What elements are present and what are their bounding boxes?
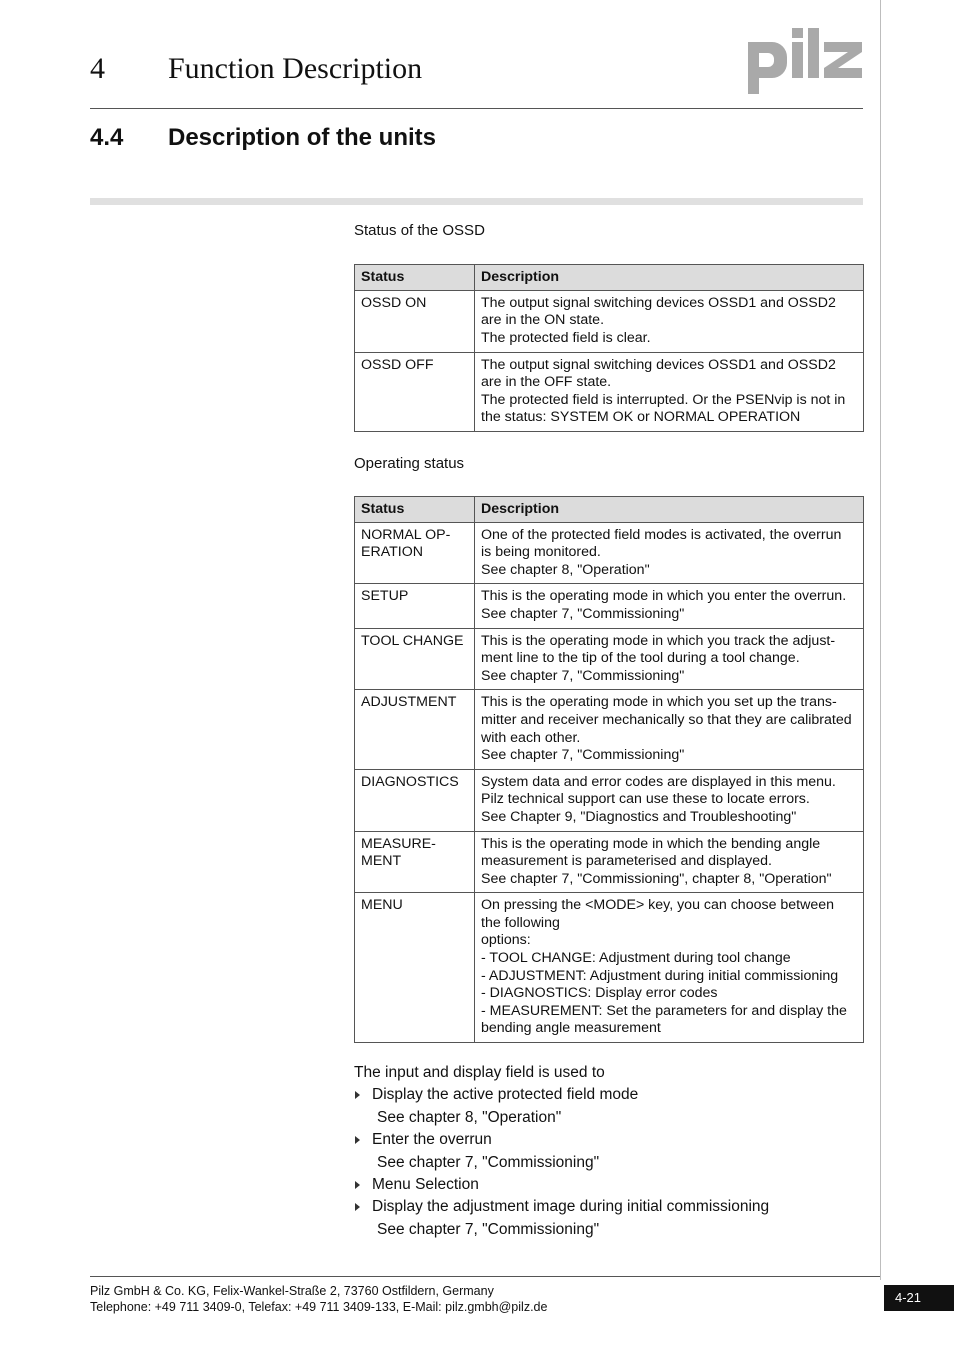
list-intro: The input and display field is used to: [354, 1064, 605, 1081]
desc-line: See chapter 7, "Commissioning": [481, 747, 685, 764]
ossd-status-cell: [355, 290, 475, 352]
operating-col-description: Description: [475, 497, 864, 523]
status-text: DIAGNOSTICS: [361, 773, 459, 790]
status-cell: [355, 628, 475, 690]
desc-line: The output signal switching devices OSSD1 and OSSD2: [481, 356, 836, 373]
status-text: NORMAL OP-: [361, 526, 451, 543]
desc-line: ment line to the tip of the tool during a tool change.: [481, 650, 800, 667]
desc-line: - ADJUSTMENT: Adjustment during initial commissioning: [481, 967, 839, 984]
pilz-logo: [746, 28, 864, 96]
section-bar: [90, 198, 863, 205]
desc-line: See chapter 7, "Commissioning", chapter 8, "Operation": [481, 870, 832, 887]
desc-line: This is the operating mode in which you set up the trans-: [481, 694, 837, 711]
page-number: 4-21: [884, 1285, 954, 1311]
footer-address: Pilz GmbH & Co. KG, Felix-Wankel-Straße 2, 73760 Ostfildern, Germany: [90, 1284, 494, 1298]
list-item-text: Enter the overrun: [372, 1131, 492, 1149]
chapter-number: 4: [90, 52, 105, 85]
ossd-status-cell: [355, 352, 475, 431]
operating-col-status: Status: [355, 497, 475, 523]
status-text: OSSD ON: [361, 294, 427, 311]
table-row: [355, 628, 864, 690]
status-cell: [355, 893, 475, 1043]
desc-line: the following: [481, 914, 560, 931]
list-item-sub: See chapter 7, "Commissioning": [377, 1220, 600, 1238]
desc-line: - TOOL CHANGE: Adjustment during tool change: [481, 950, 791, 967]
ossd-col-description: Description: [475, 265, 864, 291]
desc-line: On pressing the <MODE> key, you can choose between: [481, 897, 835, 914]
desc-line: measurement is parameterised and displayed.: [481, 853, 772, 870]
desc-line: See chapter 8, "Operation": [481, 561, 650, 578]
list-item-sub: See chapter 8, "Operation": [377, 1108, 562, 1126]
bullet-triangle-icon: [355, 1136, 360, 1144]
status-text: TOOL CHANGE: [361, 632, 464, 649]
logo-text: pilz: [746, 28, 748, 29]
status-cell: [355, 584, 475, 628]
header-rule: [90, 108, 863, 109]
bullet-triangle-icon: [355, 1181, 360, 1189]
status-text: MENT: [361, 853, 402, 870]
desc-line: is being monitored.: [481, 544, 601, 561]
input-field-list: [354, 1062, 874, 1241]
table-row: [355, 831, 864, 893]
table-row: [355, 769, 864, 831]
desc-line: One of the protected field modes is activated, the overrun: [481, 526, 842, 543]
status-text: ERATION: [361, 544, 424, 561]
status-text: ADJUSTMENT: [361, 694, 457, 711]
ossd-header-row: [355, 265, 864, 291]
desc-line: mitter and receiver mechanically so that they are calibrated: [481, 711, 852, 728]
section-title: Description of the units: [168, 124, 437, 151]
desc-line: This is the operating mode in which the bending angle: [481, 835, 821, 852]
chapter-title: Function Description: [168, 52, 423, 85]
operating-caption: Operating status: [354, 455, 465, 472]
list-item-text: Display the adjustment image during initial commissioning: [372, 1198, 770, 1216]
table-row: [355, 352, 864, 431]
status-text: MEASURE-: [361, 835, 436, 852]
status-cell: [355, 831, 475, 893]
footer-rule: [90, 1276, 880, 1277]
status-cell: [355, 769, 475, 831]
status-cell: [355, 522, 475, 584]
desc-line: Pilz technical support can use these to locate errors.: [481, 791, 810, 808]
status-text: OSSD OFF: [361, 356, 434, 373]
table-row: [355, 522, 864, 584]
desc-line: - MEASUREMENT: Set the parameters for and display the: [481, 1002, 847, 1019]
desc-line: The protected field is interrupted. Or the PSENvip is not in: [481, 391, 846, 408]
desc-line: See chapter 7, "Commissioning": [481, 605, 685, 622]
footer: [90, 1283, 547, 1315]
ossd-table: [354, 264, 864, 432]
status-cell: [355, 690, 475, 769]
table-row: [355, 584, 864, 628]
ossd-caption: Status of the OSSD: [354, 222, 485, 239]
ossd-desc-cell: [475, 352, 864, 431]
desc-line: with each other.: [481, 729, 581, 746]
list-item-text: Menu Selection: [372, 1176, 479, 1194]
desc-line: System data and error codes are displayed in this menu.: [481, 773, 836, 790]
desc-line: This is the operating mode in which you enter the overrun.: [481, 588, 847, 605]
status-text: MENU: [361, 897, 403, 914]
bullet-triangle-icon: [355, 1091, 360, 1099]
desc-line: See chapter 7, "Commissioning": [481, 667, 685, 684]
list-item: [354, 1129, 874, 1151]
section-number: 4.4: [90, 124, 124, 151]
desc-cell: [475, 831, 864, 893]
table-row: [355, 893, 864, 1043]
list-item: [354, 1084, 874, 1106]
footer-contact: Telephone: +49 711 3409-0, Telefax: +49 711 3409-133, E-Mail: pilz.gmbh@pilz.de: [90, 1300, 548, 1314]
operating-table: [354, 496, 864, 1043]
desc-line: - DIAGNOSTICS: Display error codes: [481, 985, 718, 1002]
list-item-sub: See chapter 7, "Commissioning": [377, 1153, 600, 1171]
desc-line: bending angle measurement: [481, 1020, 661, 1037]
table-row: [355, 690, 864, 769]
list-item: [354, 1174, 874, 1196]
desc-cell: [475, 690, 864, 769]
desc-line: are in the OFF state.: [481, 374, 612, 391]
status-text: SETUP: [361, 588, 409, 605]
operating-header-row: [355, 497, 864, 523]
desc-cell: [475, 769, 864, 831]
ossd-col-status: Status: [355, 265, 475, 291]
desc-cell: [475, 584, 864, 628]
bullet-triangle-icon: [355, 1203, 360, 1211]
desc-line: The protected field is clear.: [481, 329, 651, 346]
desc-line: This is the operating mode in which you track the adjust-: [481, 632, 836, 649]
desc-cell: [475, 893, 864, 1043]
list-item-text: Display the active protected field mode: [372, 1086, 639, 1104]
ossd-desc-cell: [475, 290, 864, 352]
desc-line: options:: [481, 932, 531, 949]
list-item: [354, 1196, 874, 1218]
desc-line: are in the ON state.: [481, 312, 605, 329]
desc-cell: [475, 628, 864, 690]
desc-line: The output signal switching devices OSSD1 and OSSD2: [481, 294, 836, 311]
desc-cell: [475, 522, 864, 584]
desc-line: the status: SYSTEM OK or NORMAL OPERATION: [481, 409, 801, 426]
page-border: [880, 0, 881, 1280]
desc-line: See Chapter 9, "Diagnostics and Troubleshooting": [481, 808, 797, 825]
table-row: [355, 290, 864, 352]
